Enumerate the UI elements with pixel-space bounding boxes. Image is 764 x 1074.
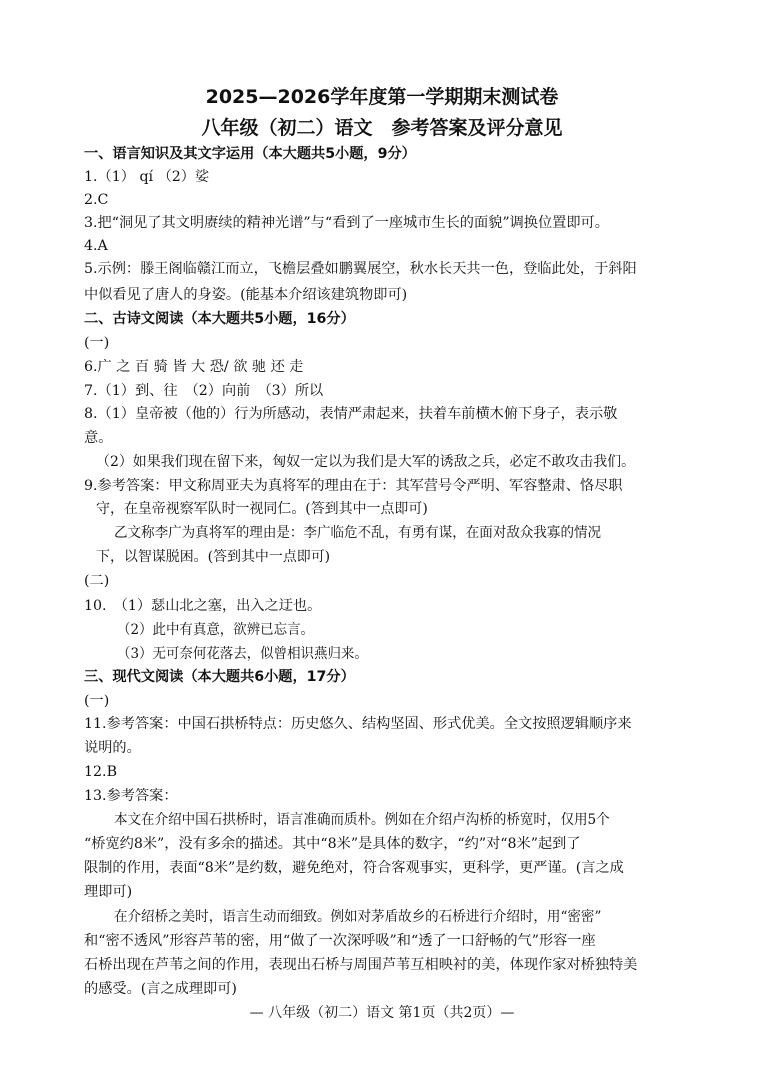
answer-line: 9.参考答案：甲文称周亚夫为真将军的理由在于：其军营号令严明、军容整肃、恪尽职	[84, 478, 623, 494]
answer-line: 下，以智谋脱困。(答到其中一点即可)	[96, 549, 331, 565]
answer-line: 7.（1）到、往 （2）向前 （3）所以	[84, 383, 324, 399]
answer-line: 8.（1）皇帝被（他的）行为所感动，表情严肃起来，扶着车前横木俯下身子，表示敬	[84, 406, 618, 422]
answer-line: 6.广 之 百 骑 皆 大 恐/ 欲 驰 还 走	[84, 359, 304, 375]
answer-line: 10. （1）瑟山北之塞，出入之迂也。	[84, 598, 322, 614]
answer-line: （2）此中有真意，欲辨已忘言。	[117, 622, 315, 638]
section-heading: 三、现代文阅读（本大题共6小题，17分）	[84, 669, 355, 685]
answer-line: 说明的。	[84, 740, 141, 756]
subsection-marker: (一)	[84, 335, 110, 351]
document-title: 2025—2026学年度第一学期期末测试卷	[205, 86, 559, 108]
answer-line: 11.参考答案：中国石拱桥特点：历史悠久、结构坚固、形式优美。全文按照逻辑顺序来	[84, 716, 632, 732]
answer-line: 3.把“洞见了其文明赓续的精神光谱”与“看到了一座城市生长的面貌”调换位置即可。	[84, 215, 609, 231]
section-heading: 一、语言知识及其文字运用（本大题共5小题，9分）	[84, 146, 416, 162]
answer-line: 中似看见了唐人的身姿。(能基本介绍该建筑物即可)	[84, 287, 408, 303]
answer-line: 限制的作用，表面“8米”是约数，避免绝对，符合客观事实，更科学，更严谨。(言之成	[84, 860, 624, 876]
answer-line: 石桥出现在芦苇之间的作用，表现出石桥与周围芦苇互相映衬的美，体现作家对桥独特美	[84, 957, 638, 973]
answer-line: 4.A	[84, 238, 108, 254]
answer-line: 13.参考答案：	[84, 788, 178, 804]
answer-line: 1.（1） qí （2）娑	[84, 169, 210, 185]
answer-line: 5.示例：滕王阁临赣江而立，飞檐层叠如鹏翼展空，秋水长天共一色，登临此处，于斜阳	[84, 261, 637, 277]
document-subtitle: 八年级（初二）语文 参考答案及评分意见	[201, 117, 563, 139]
answer-line: 的感受。(言之成理即可)	[84, 981, 237, 997]
section-heading: 二、古诗文阅读（本大题共5小题，16分）	[84, 311, 355, 327]
answer-line: “桥宽约8米”，没有多余的描述。其中“8米”是具体的数字，“约”对“8米”起到了	[84, 836, 581, 852]
answer-line: 和“密不透风”形容芦苇的密，用“做了一次深呼吸”和“透了一口舒畅的气”形容一座	[84, 933, 596, 949]
answer-line: 12.B	[84, 764, 117, 780]
answer-line: 在介绍桥之美时，语言生动而细致。例如对茅盾故乡的石桥进行介绍时，用“密密”	[114, 909, 602, 925]
answer-line: （3）无可奈何花落去，似曾相识燕归来。	[117, 646, 368, 662]
answer-line: 本文在介绍中国石拱桥时，语言准确而质朴。例如在介绍卢沟桥的桥宽时，仅用5个	[114, 812, 610, 828]
answer-line: （2）如果我们现在留下来，匈奴一定以为我们是大军的诱敌之兵，必定不敢攻击我们。	[96, 454, 636, 470]
subsection-marker: (二)	[84, 573, 110, 589]
subsection-marker: (一)	[84, 693, 110, 709]
answer-line: 2.C	[84, 192, 109, 208]
page-footer: — 八年级（初二）语文 第1页（共2页）—	[249, 1005, 515, 1021]
answer-line: 乙文称李广为真将军的理由是：李广临危不乱，有勇有谋，在面对敌众我寡的情况	[114, 525, 602, 541]
answer-line: 守，在皇帝视察军队时一视同仁。(答到其中一点即可)	[96, 501, 428, 517]
answer-line: 意。	[84, 430, 113, 446]
answer-line: 理即可)	[84, 884, 133, 900]
